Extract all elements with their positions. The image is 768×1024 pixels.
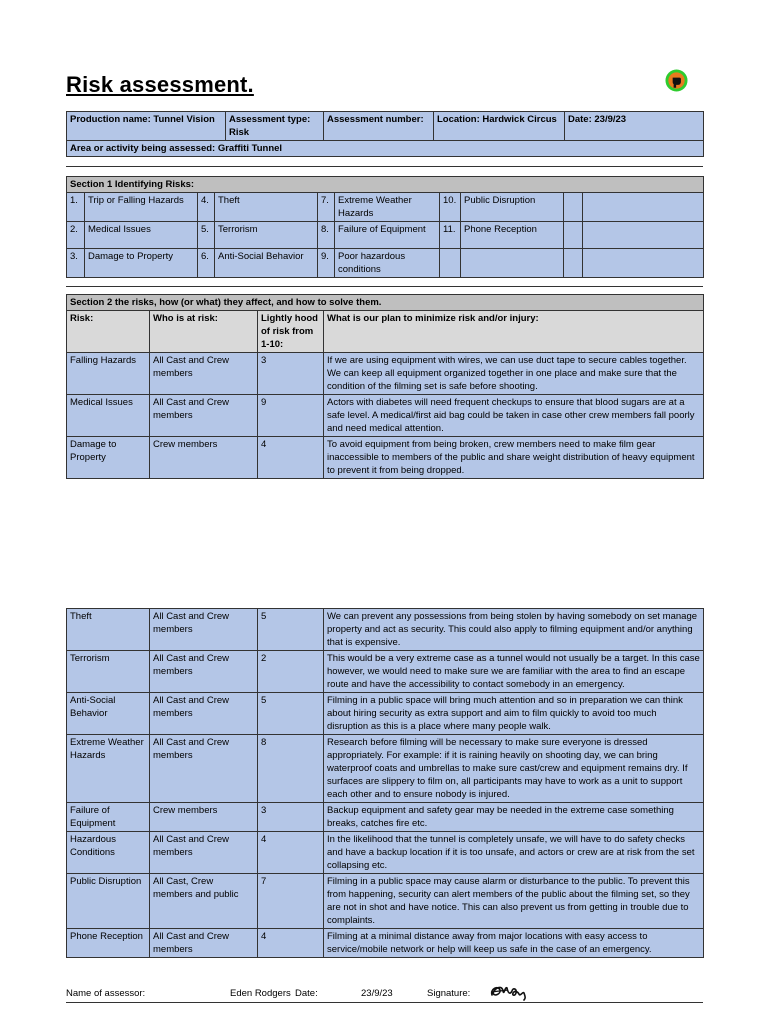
who-cell: Crew members [150,437,258,479]
plan-cell: If we are using equipment with wires, we can use duct tape to secure cables together. We can keep all equipment organized together in one place and make sure that the condition of the filming set is safe before shooting. [324,353,704,395]
plan-cell: We can prevent any possessions from being stolen by having somebody on set manage property and act as security. This could also apply to filming equipment and/or anything that is expensive. [324,609,704,651]
likelihood-cell: 3 [258,353,324,395]
risk-name [583,222,704,249]
who-cell: All Cast and Crew members [150,395,258,437]
section2-continued-table [66,608,704,958]
risk-number [564,193,583,222]
risk-name: Public Disruption [461,193,564,222]
who-cell: All Cast and Crew members [150,929,258,958]
plan-cell: To avoid equipment from being broken, crew members need to make film gear inaccessible to members of the public and share weight distribution of heavy equipment to prevent it from being dropped. [324,437,704,479]
who-cell: All Cast and Crew members [150,735,258,803]
risk-name [461,249,564,278]
risk-number: 7. [318,193,335,222]
assessment-type: Assessment type: Risk [226,112,324,141]
risk-name: Phone Reception [461,222,564,249]
risk-plan-row [67,437,704,479]
signature-label: Signature: [427,988,471,999]
risk-number: 11. [440,222,461,249]
risk-number: 10. [440,193,461,222]
location: Location: Hardwick Circus [434,112,565,141]
date: Date: 23/9/23 [565,112,704,141]
risk-name: Poor hazardous conditions [335,249,440,278]
header-risk: Risk: [67,311,150,353]
risk-cell: Extreme Weather Hazards [67,735,150,803]
risk-plan-row [67,874,704,929]
risk-name: Extreme Weather Hazards [335,193,440,222]
section2-table [66,294,704,479]
who-cell: All Cast and Crew members [150,609,258,651]
plan-cell: Filming in a public space may cause alarm or disturbance to the public. To prevent this from happening, security can alert members of the public about the filming set, so they are not in shot and have notice. This can also prevent us from getting in trouble due to complaints. [324,874,704,929]
header-likelihood: Lightly hood of risk from 1-10: [258,311,324,353]
risk-cell: Theft [67,609,150,651]
date-label: Date: [295,988,318,999]
plan-cell: In the likelihood that the tunnel is completely unsafe, we will have to do safety checks and have a backup location if it is too unsafe, and actors or crew are at risk from the set collapsing etc. [324,832,704,874]
likelihood-cell: 5 [258,693,324,735]
risk-plan-row [67,832,704,874]
risk-row [67,249,704,278]
plan-cell: Actors with diabetes will need frequent checkups to ensure that blood sugars are at a safe level. A medical/first aid bag could be taken in case other crew members fall poorly and need medical attention. [324,395,704,437]
risk-cell: Failure of Equipment [67,803,150,832]
section2-title: Section 2 the risks, how (or what) they affect, and how to solve them. [67,295,704,311]
likelihood-cell: 4 [258,929,324,958]
likelihood-cell: 8 [258,735,324,803]
risk-cell: Anti-Social Behavior [67,693,150,735]
plan-cell: This would be a very extreme case as a tunnel would not usually be a target. In this case however, we would need to make sure we are familiar with the area to find an escape route and have the accessibility to contact somebody in an emergency. [324,651,704,693]
risk-cell: Phone Reception [67,929,150,958]
risk-number: 1. [67,193,85,222]
who-cell: All Cast and Crew members [150,832,258,874]
assessment-info-table [66,111,704,157]
risk-number: 5. [198,222,215,249]
header-plan: What is our plan to minimize risk and/or injury: [324,311,704,353]
risk-plan-row [67,929,704,958]
risk-row [67,193,704,222]
likelihood-cell: 4 [258,832,324,874]
signature [488,981,530,1003]
risk-name [583,193,704,222]
risk-name [583,249,704,278]
fist-icon [665,69,688,92]
risk-plan-row [67,803,704,832]
who-cell: All Cast and Crew members [150,651,258,693]
section1-table [66,176,704,278]
risk-plan-row [67,651,704,693]
who-cell: All Cast and Crew members [150,693,258,735]
risk-name: Trip or Falling Hazards [85,193,198,222]
risk-plan-row [67,395,704,437]
who-cell: Crew members [150,803,258,832]
likelihood-cell: 4 [258,437,324,479]
area-assessed: Area or activity being assessed: Graffiti Tunnel [67,141,704,157]
risk-row [67,222,704,249]
risk-plan-row [67,693,704,735]
risk-cell: Hazardous Conditions [67,832,150,874]
likelihood-cell: 9 [258,395,324,437]
plan-cell: Research before filming will be necessary to make sure everyone is dressed appropriately. For example: if it is raining heavily on shooting day, we can bring waterproof coats and umbrellas to make sure cast/crew and equipment remains dry. If surfaces are slippery to film on, all participants may have to work as a unit to support each other and to ensure nobody is injured. [324,735,704,803]
header-who: Who is at risk: [150,311,258,353]
divider [66,166,703,167]
date-value: 23/9/23 [361,988,393,999]
risk-name: Theft [215,193,318,222]
assessment-number: Assessment number: [324,112,434,141]
risk-plan-row [67,353,704,395]
who-cell: All Cast and Crew members [150,353,258,395]
risk-number: 4. [198,193,215,222]
risk-cell: Medical Issues [67,395,150,437]
risk-number: 9. [318,249,335,278]
plan-cell: Backup equipment and safety gear may be needed in the extreme case something breaks, catches fire etc. [324,803,704,832]
risk-number [564,249,583,278]
risk-number: 2. [67,222,85,249]
risk-cell: Falling Hazards [67,353,150,395]
risk-number [440,249,461,278]
assessor-name: Eden Rodgers [230,988,291,999]
risk-name: Terrorism [215,222,318,249]
risk-cell: Damage to Property [67,437,150,479]
risk-plan-row [67,735,704,803]
likelihood-cell: 5 [258,609,324,651]
risk-number: 6. [198,249,215,278]
footer-rule [66,1002,703,1003]
plan-cell: Filming in a public space will bring much attention and so in preparation we can think about hiring security as extra support and aim to film quickly to avoid too much disruption as this is a place where many people walk. [324,693,704,735]
risk-cell: Terrorism [67,651,150,693]
section1-title: Section 1 Identifying Risks: [67,177,704,193]
likelihood-cell: 2 [258,651,324,693]
likelihood-cell: 7 [258,874,324,929]
risk-name: Failure of Equipment [335,222,440,249]
who-cell: All Cast, Crew members and public [150,874,258,929]
risk-number: 3. [67,249,85,278]
risk-name: Anti-Social Behavior [215,249,318,278]
risk-number [564,222,583,249]
page-title: Risk assessment. [66,72,254,97]
production-name: Production name: Tunnel Vision [67,112,226,141]
risk-name: Damage to Property [85,249,198,278]
likelihood-cell: 3 [258,803,324,832]
assessor-label: Name of assessor: [66,988,146,999]
risk-name: Medical Issues [85,222,198,249]
plan-cell: Filming at a minimal distance away from major locations with easy access to service/mobile network or help will keep us safe in the case of an emergency. [324,929,704,958]
risk-plan-row [67,609,704,651]
divider [66,286,703,287]
risk-number: 8. [318,222,335,249]
risk-cell: Public Disruption [67,874,150,929]
